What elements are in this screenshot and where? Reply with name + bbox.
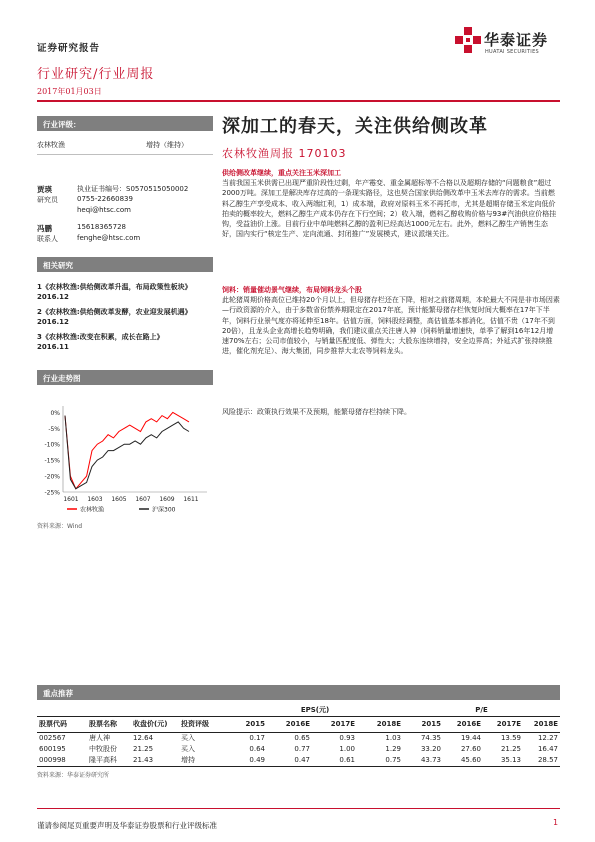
related-title: 2《农林牧渔:供给侧改革发酵，农业迎发展机遇》: [37, 308, 192, 316]
page-number: 1: [553, 818, 559, 827]
table-rule: [37, 732, 560, 733]
related-item[interactable]: [37, 332, 213, 352]
table-cell: 21.25: [133, 744, 154, 753]
table-row: [37, 732, 560, 743]
legend-label: 沪深300: [152, 506, 176, 514]
x-tick-label: 1609: [159, 496, 175, 503]
table-cell: 增持: [181, 755, 195, 764]
table-cell: 74.35: [420, 733, 441, 742]
table-cell: 12.27: [537, 733, 558, 742]
contact-phone: 15618365728: [77, 223, 126, 231]
section-paragraph: 当前我国玉米供需已出现严重阶段性过剩，年产霉变、重金属超标等不合格以及超期存储的“问题粮食”超过2000万吨。深加工是解决库存过高的一条现实路径，这也契合国家供给侧改革中玉米去库存的需求。当前燃料乙醇生产享受成本、收入两端红利，1）成本端，政府对原料玉米不再托市，尤其是超期存储玉米定向低价拍卖的概率较大，燃料乙醇生产成本仍存在下行空间；2）收入端，燃料乙醇收购价格与93#汽油供应价格挂钩，受益油价上涨。目前行业中单吨燃料乙醇的盈利已经高达1000元左右。此外，燃料乙醇生产销售生态好，国内实行“核定生产、定向流通、封闭推广”发展模式，建议派继关注。: [222, 179, 557, 239]
table-cell: 12.64: [133, 733, 154, 742]
related-bar: 相关研究: [37, 257, 213, 272]
table-cell: 21.25: [500, 744, 521, 753]
eps-group-header: EPS(元): [300, 706, 330, 714]
table-cell: 0.65: [294, 733, 310, 742]
footer-rule: [37, 808, 560, 809]
column-header: 2016E: [285, 720, 310, 728]
y-tick-label: -15%: [44, 457, 60, 465]
x-tick-label: 1601: [63, 496, 79, 503]
logo-text-cn: 华泰证券: [484, 31, 549, 49]
table-cell: 35.13: [500, 755, 521, 764]
huatai-logo-icon: [455, 27, 481, 53]
table-cell: 0.77: [294, 744, 310, 753]
recommend-table-wrap: [37, 704, 560, 765]
table-cell: 43.73: [420, 755, 441, 764]
column-header: 收盘价(元): [133, 720, 168, 728]
column-header: 股票名称: [89, 720, 117, 728]
logo-text-en: HUATAI SECURITIES: [485, 49, 539, 55]
table-cell: 33.20: [420, 744, 441, 753]
recommend-bar: 重点推荐: [37, 685, 560, 700]
column-header: 2017E: [496, 720, 521, 728]
related-date: 2016.11: [37, 343, 69, 351]
analyst-phone: 0755-22660839: [77, 195, 133, 203]
table-rule: [37, 716, 560, 717]
contact-email[interactable]: fenghe@htsc.com: [77, 234, 141, 242]
y-tick-label: -20%: [44, 473, 60, 481]
analyst-cert: 执业证书编号：S0570515050002: [77, 185, 189, 193]
table-cell: 0.64: [249, 744, 265, 753]
table-cell: 002567: [39, 733, 66, 742]
table-cell: 0.75: [385, 755, 401, 764]
table-row: [37, 743, 560, 754]
table-cell: 19.44: [460, 733, 481, 742]
recommend-table: [37, 704, 560, 765]
table-cell: 买入: [181, 733, 195, 742]
related-title: 3《农林牧渔:改变在积累，成长在路上》: [37, 333, 164, 341]
rating-value: 增持（维持）: [146, 141, 188, 149]
column-header: 2015: [245, 720, 265, 728]
footer-disclaimer[interactable]: 谨请参阅尾页重要声明及华泰证券股票和行业评级标准: [37, 821, 217, 830]
table-cell: 45.60: [460, 755, 481, 764]
series-line: [65, 412, 189, 488]
related-title: 1《农林牧渔:供给侧改革升温，布局政策性板块》: [37, 283, 192, 291]
x-tick-label: 1605: [111, 496, 127, 503]
section-heading: 供给侧改革继续，重点关注玉米深加工: [222, 169, 341, 177]
related-date: 2016.12: [37, 293, 69, 301]
risk-note: 风险提示：政策执行效果不及预期，能繁母猪存栏持续下降。: [222, 408, 411, 416]
contact-name: 冯鹏: [37, 224, 52, 233]
table-cell: 16.47: [537, 744, 558, 753]
report-type: 证券研究报告: [37, 43, 101, 54]
chart-source: 资料来源：Wind: [37, 523, 83, 530]
table-header-row: [37, 716, 560, 732]
pe-group-header: P/E: [475, 706, 488, 714]
report-title: 深加工的春天，关注供给侧改革: [222, 116, 488, 137]
x-tick-label: 1603: [87, 496, 103, 503]
y-tick-label: 0%: [50, 409, 60, 417]
column-header: 股票代码: [39, 720, 67, 728]
table-cell: 28.57: [537, 755, 558, 764]
table-cell: 唐人神: [89, 733, 110, 742]
section-heading: 饲料：销量催动景气继续，布局饲料龙头个股: [222, 286, 362, 294]
industry-trend-chart: [37, 396, 213, 518]
rating-industry: 农林牧渔: [37, 141, 65, 149]
y-tick-label: -5%: [48, 425, 60, 433]
table-cell: 27.60: [460, 744, 481, 753]
table-cell: 21.43: [133, 755, 154, 764]
x-tick-label: 1607: [135, 496, 151, 503]
y-tick-label: -25%: [44, 489, 60, 497]
header-rule: [37, 100, 560, 102]
table-cell: 买入: [181, 744, 195, 753]
related-item[interactable]: [37, 307, 213, 327]
related-item[interactable]: [37, 282, 213, 302]
table-cell: 0.61: [339, 755, 355, 764]
section-供给侧: [222, 168, 560, 239]
section-title: 行业研究/行业周报: [37, 67, 155, 82]
related-date: 2016.12: [37, 318, 69, 326]
column-header: 2018E: [533, 720, 558, 728]
column-header: 投资评级: [181, 720, 209, 728]
table-cell: 000998: [39, 755, 66, 764]
trend-bar: 行业走势图: [37, 370, 213, 385]
report-subtitle: 农林牧渔周报 170103: [222, 147, 347, 160]
table-cell: 1.00: [339, 744, 355, 753]
column-header: 2015: [421, 720, 441, 728]
y-tick-label: -10%: [44, 441, 60, 449]
analyst-role: 研究员: [37, 196, 58, 204]
section-paragraph: 此轮猪周期价格高位已维持20个月以上，但母猪存栏还在下降，相对之前猪周期，本轮最大不同是非市场因素—行政资源的介入，由于多数省份禁养期限定在2017年底，预计能繁母猪存栏恢复时间大概率在17年下半年，饲料行业景气度亦将延伸至18年。估值方面，饲料股经调整，高估值基本都消化，估值不贵（17年不到20倍），且龙头企业高增长趋势明确，我们建议重点关注唐人神（饲料销量增速快，单季了解到16年12月增速70%左右；公司市值较小，与销量匹配度低、弹性大；大股东连续增持，安全边界高；外延式扩张持续推进，催化剂充足）、海大集团，同步推荐大北农等饲料龙头。: [222, 296, 560, 356]
analyst-email[interactable]: heqi@htsc.com: [77, 206, 131, 214]
table-cell: 0.47: [294, 755, 310, 764]
x-tick-label: 1611: [183, 496, 199, 503]
table-cell: 0.49: [249, 755, 265, 764]
table-cell: 600195: [39, 744, 66, 753]
report-date: 2017年01月03日: [37, 87, 102, 96]
section-饲料: [222, 285, 560, 356]
column-header: 2018E: [376, 720, 401, 728]
table-cell: 隆平高科: [89, 755, 117, 764]
table-cell: 0.17: [249, 733, 265, 742]
column-header: 2017E: [330, 720, 355, 728]
rating-bar: 行业评级：: [37, 116, 213, 131]
table-source: 资料来源：华泰证券研究所: [37, 772, 110, 779]
legend-label: 农林牧渔: [80, 506, 105, 514]
column-header: 2016E: [456, 720, 481, 728]
table-cell: 中牧股份: [89, 744, 117, 753]
table-cell: 0.93: [339, 733, 355, 742]
divider: [37, 154, 213, 155]
table-cell: 13.59: [500, 733, 521, 742]
table-cell: 1.29: [385, 744, 401, 753]
contact-role: 联系人: [37, 235, 58, 243]
table-row: [37, 754, 560, 765]
table-rule: [37, 766, 560, 767]
table-cell: 1.03: [385, 733, 401, 742]
analyst-name: 贾瑛: [37, 185, 52, 194]
